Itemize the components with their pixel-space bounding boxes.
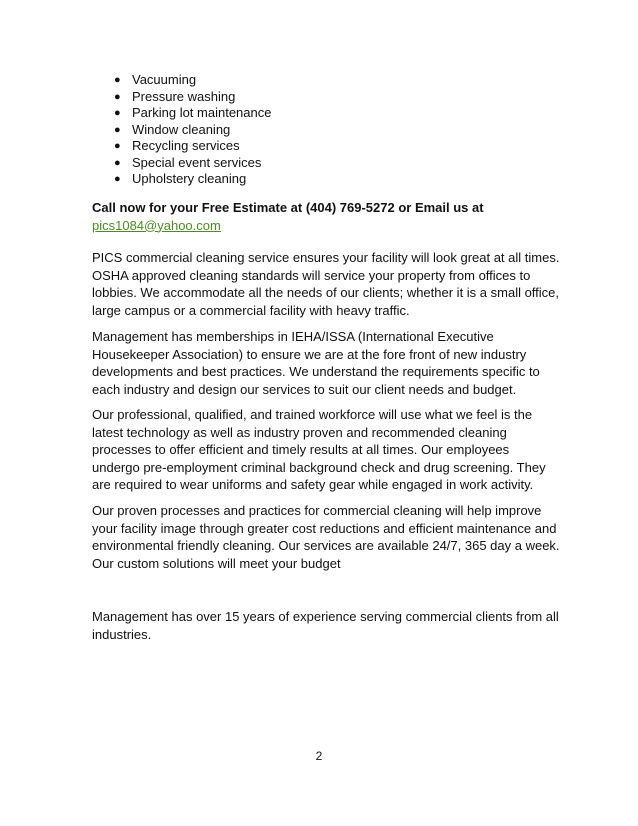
list-item (114, 105, 272, 122)
bullet-icon: ● (114, 90, 121, 103)
bullet-icon: ● (114, 74, 121, 86)
paragraph-processes (92, 502, 562, 572)
services-list (114, 72, 272, 188)
list-item (114, 72, 271, 89)
paragraph-line: lobbies. We accommodate all the needs of our clients; whether it is a small office, (92, 285, 560, 300)
paragraph-line: Housekeeper Association) to ensure we are at the fore front of new industry (92, 346, 527, 362)
bullet-icon: ● (114, 173, 121, 185)
list-item (114, 171, 271, 188)
paragraph-line: industries. (92, 626, 152, 642)
service-label: Window cleaning (132, 121, 231, 137)
call-to-action (92, 199, 562, 234)
service-label: Special event services (132, 154, 262, 170)
paragraph-line: developments and best practices. We understand the requirements specific to (92, 364, 540, 379)
service-label: Recycling services (132, 138, 240, 153)
list-item (114, 121, 271, 139)
paragraph-line: undergo pre-employment criminal background check and drug screening. They (92, 459, 546, 475)
bullet-icon: ● (114, 123, 121, 136)
paragraph-line: PICS commercial cleaning service ensures your facility will look great at all times. (92, 250, 560, 265)
paragraph-line: are required to wear uniforms and safety gear while engaged in work activity. (92, 477, 534, 492)
service-label: Parking lot maintenance (132, 105, 272, 120)
list-item (114, 154, 271, 172)
service-label: Vacuuming (132, 72, 197, 87)
paragraph-services-overview (92, 249, 562, 319)
cta-text: Call now for your Free Estimate at (404) 769-5272 or Email us at (92, 200, 484, 215)
page-number: 2 (315, 749, 323, 763)
paragraph-line: Our custom solutions will meet your budget (92, 555, 341, 571)
paragraph-line: Management has over 15 years of experience serving commercial clients from all (92, 609, 559, 624)
paragraph-experience (92, 608, 562, 643)
paragraph-line: Our proven processes and practices for commercial cleaning will help improve (92, 503, 542, 518)
bullet-icon: ● (114, 140, 121, 152)
paragraph-line: processes to offer efficient and timely results at all times. Our employees (92, 442, 510, 457)
service-label: Pressure washing (132, 88, 236, 104)
bullet-icon: ● (114, 107, 121, 119)
paragraph-line: OSHA approved cleaning standards will service your property from offices to (92, 267, 531, 283)
paragraph-line: large campus or a commercial facility with heavy traffic. (92, 302, 410, 318)
paragraph-line: environmental friendly cleaning. Our services are available 24/7, 365 day a week. (92, 538, 560, 553)
service-label: Upholstery cleaning (132, 171, 247, 186)
paragraph-line: latest technology as well as industry proven and recommended cleaning (92, 424, 507, 440)
paragraph-workforce (92, 406, 562, 494)
bullet-icon: ● (114, 156, 121, 169)
paragraph-memberships (92, 328, 562, 398)
paragraph-line: your facility image through greater cost reductions and efficient maintenance and (92, 520, 557, 536)
list-item (114, 88, 271, 106)
email-link[interactable]: pics1084@yahoo.com (92, 217, 221, 233)
paragraph-line: Management has memberships in IEHA/ISSA (International Executive (92, 329, 494, 344)
paragraph-line: each industry and design our services to suit our client needs and budget. (92, 381, 517, 397)
list-item (114, 138, 271, 155)
paragraph-line: Our professional, qualified, and trained workforce will use what we feel is the (92, 407, 533, 422)
